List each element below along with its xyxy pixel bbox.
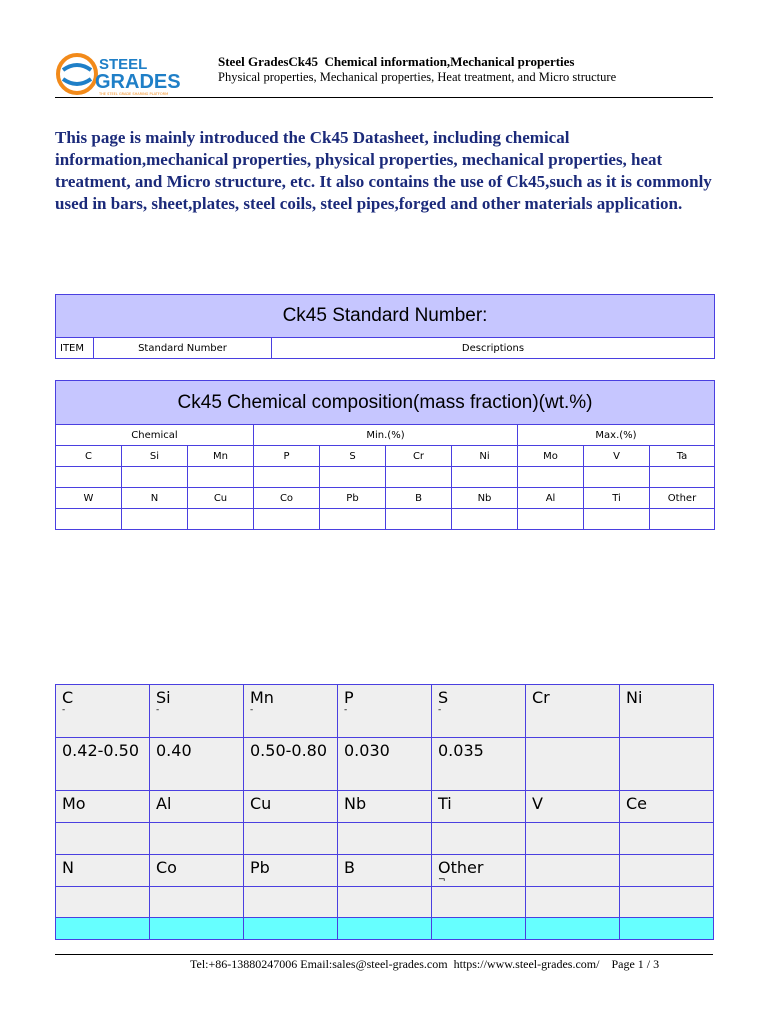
value-cell: [150, 887, 244, 918]
element-cell: Cr: [386, 446, 452, 467]
value-cell: 0.035: [432, 738, 526, 791]
highlight-cell: [526, 918, 620, 940]
highlight-cell: [150, 918, 244, 940]
element-cell: [526, 855, 620, 887]
element-cell: P: [254, 446, 320, 467]
standard-number-table: [55, 294, 715, 359]
highlight-cell: [56, 918, 150, 940]
header-item: ITEM: [56, 338, 94, 359]
value-cell: [188, 509, 254, 530]
value-cell: [518, 467, 584, 488]
svg-text:STEEL: STEEL: [99, 56, 148, 73]
svg-text:THE STEEL GRADE SHARING PLATFO: THE STEEL GRADE SHARING PLATFORM: [99, 92, 169, 96]
element-cell: [620, 855, 714, 887]
value-cell: [432, 887, 526, 918]
element-cell: Ni: [620, 685, 714, 738]
value-cell: [188, 467, 254, 488]
value-cell: [122, 467, 188, 488]
value-cell: [122, 509, 188, 530]
element-cell: Mn -: [244, 685, 338, 738]
element-cell: S -: [432, 685, 526, 738]
value-cell: 0.42-0.50: [56, 738, 150, 791]
element-cell: Ni: [452, 446, 518, 467]
value-cell: [620, 887, 714, 918]
element-cell: Pb: [244, 855, 338, 887]
value-cell: [526, 887, 620, 918]
element-cell: Ti: [432, 791, 526, 823]
value-cell: 0.030: [338, 738, 432, 791]
value-cell: [56, 509, 122, 530]
element-cell: W: [56, 488, 122, 509]
value-cell: [526, 823, 620, 855]
element-cell: B: [338, 855, 432, 887]
header-min: Min.(%): [254, 425, 518, 446]
element-cell: S: [320, 446, 386, 467]
element-cell: Al: [150, 791, 244, 823]
value-cell: 0.40: [150, 738, 244, 791]
value-cell: [650, 509, 715, 530]
element-cell: Si -: [150, 685, 244, 738]
element-cell: Ta: [650, 446, 715, 467]
value-cell: [526, 738, 620, 791]
header-divider: [55, 97, 713, 98]
value-cell: [386, 467, 452, 488]
value-cell: [150, 823, 244, 855]
value-cell: [56, 887, 150, 918]
value-cell: 0.50-0.80: [244, 738, 338, 791]
element-cell: C -: [56, 685, 150, 738]
highlight-cell: [620, 918, 714, 940]
element-cell: N: [56, 855, 150, 887]
element-cell: N: [122, 488, 188, 509]
standard-table-caption: Ck45 Standard Number:: [56, 295, 715, 338]
element-cell: Other ¬: [432, 855, 526, 887]
value-cell: [584, 467, 650, 488]
element-cell: Nb: [452, 488, 518, 509]
value-cell: [620, 738, 714, 791]
value-cell: [244, 823, 338, 855]
value-cell: [56, 467, 122, 488]
value-cell: [452, 467, 518, 488]
value-cell: [386, 509, 452, 530]
header-title: Steel GradesCk45 Chemical information,Mechanical properties: [218, 54, 575, 69]
value-cell: [620, 823, 714, 855]
value-cell: [650, 467, 715, 488]
highlight-cell: [338, 918, 432, 940]
value-cell: [254, 467, 320, 488]
element-cell: Ce: [620, 791, 714, 823]
chem-table-caption: Ck45 Chemical composition(mass fraction)(wt.%): [56, 381, 715, 425]
element-cell: P -: [338, 685, 432, 738]
header-subtitle: Physical properties, Mechanical properties, Heat treatment, and Micro structure: [218, 70, 617, 84]
element-cell: Pb: [320, 488, 386, 509]
header-chemical: Chemical: [56, 425, 254, 446]
element-cell: Mn: [188, 446, 254, 467]
element-cell: C: [56, 446, 122, 467]
value-cell: [338, 823, 432, 855]
value-cell: [338, 887, 432, 918]
value-cell: [452, 509, 518, 530]
element-cell: Al: [518, 488, 584, 509]
element-cell: Cr: [526, 685, 620, 738]
element-cell: Cu: [244, 791, 338, 823]
value-cell: [56, 823, 150, 855]
element-cell: Nb: [338, 791, 432, 823]
value-cell: [254, 509, 320, 530]
element-cell: V: [526, 791, 620, 823]
element-cell: Cu: [188, 488, 254, 509]
value-cell: [584, 509, 650, 530]
value-cell: [320, 509, 386, 530]
page-footer: Tel:+86-13880247006 Email:sales@steel-grades.com https://www.steel-grades.com/ Page 1 / 3: [190, 957, 660, 971]
composition-values-table: [55, 684, 714, 940]
value-cell: [518, 509, 584, 530]
element-cell: Co: [254, 488, 320, 509]
value-cell: [244, 887, 338, 918]
element-cell: Si: [122, 446, 188, 467]
intro-paragraph: This page is mainly introduced the Ck45 Datasheet, including chemical information,mechanical properties, physical properties, mechanical properties, heat treatment, and Micro structure, etc. It also contains the use of Ck45,such as it is commonly used in bars, sheet,plates, steel coils, steel pipes,forged and other materials application.: [55, 128, 712, 213]
chemical-composition-table: [55, 380, 715, 530]
element-cell: B: [386, 488, 452, 509]
element-cell: Ti: [584, 488, 650, 509]
footer-divider: [55, 954, 713, 955]
element-cell: Co: [150, 855, 244, 887]
header-standard-number: Standard Number: [94, 338, 272, 359]
steel-grades-logo: [55, 52, 215, 96]
header-descriptions: Descriptions: [272, 338, 715, 359]
svg-text:GRADES: GRADES: [95, 71, 181, 93]
value-cell: [320, 467, 386, 488]
element-cell: V: [584, 446, 650, 467]
value-cell: [432, 823, 526, 855]
highlight-cell: [432, 918, 526, 940]
page-header: [55, 46, 713, 98]
element-cell: Mo: [518, 446, 584, 467]
highlight-cell: [244, 918, 338, 940]
element-cell: Other: [650, 488, 715, 509]
element-cell: Mo: [56, 791, 150, 823]
header-max: Max.(%): [518, 425, 715, 446]
